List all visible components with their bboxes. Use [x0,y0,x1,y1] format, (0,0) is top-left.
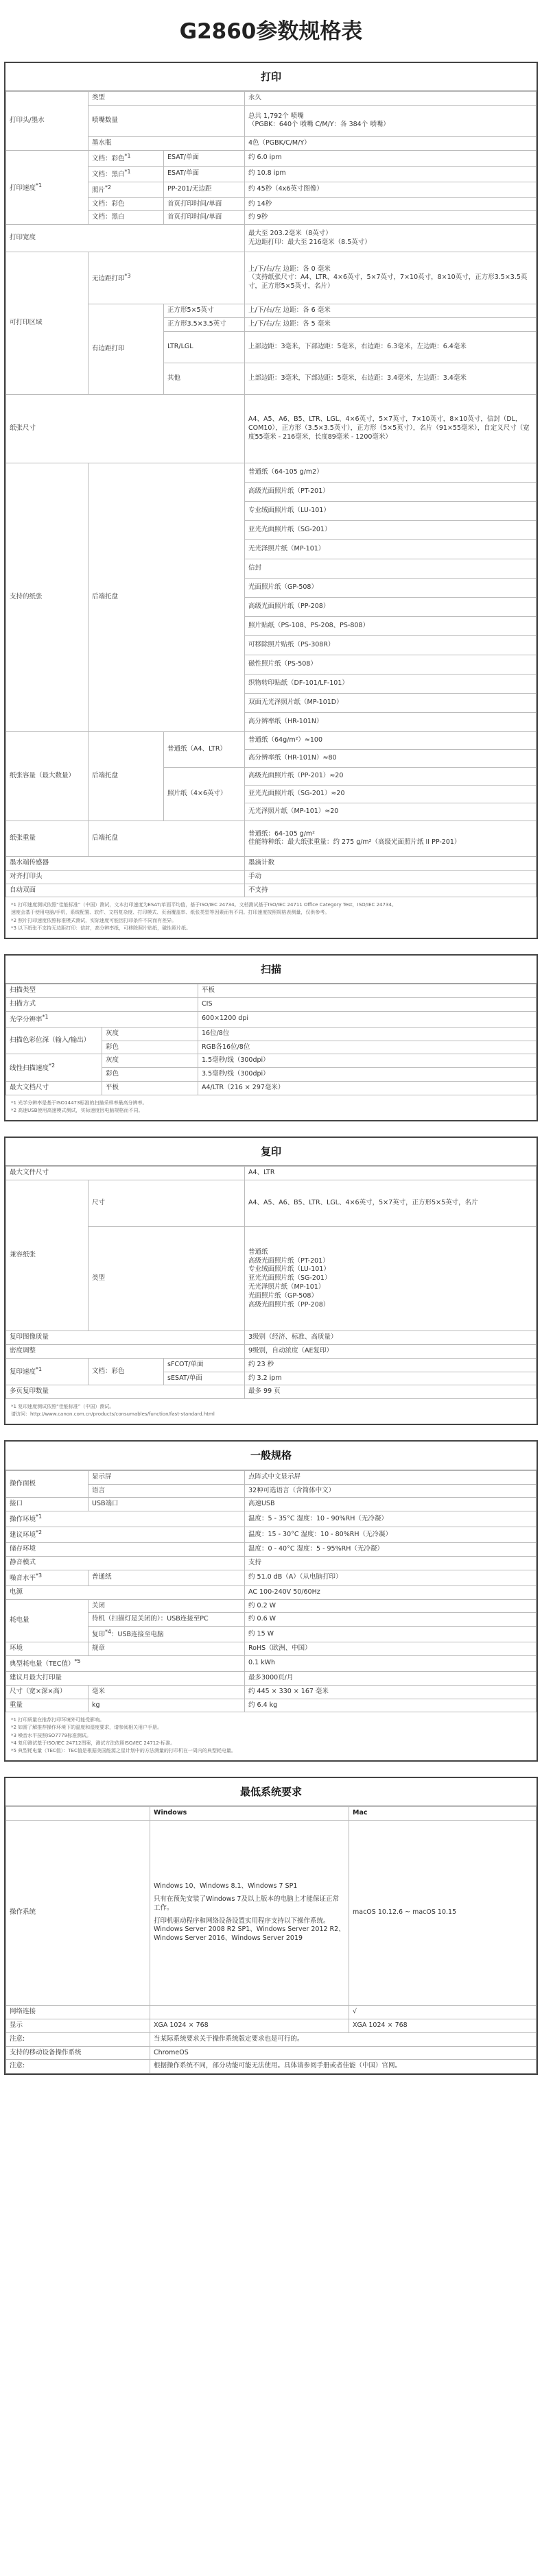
depth-label: 扫描色彩位深（输入/输出） [6,1027,102,1054]
copy-multi-value: 最多 99 页 [245,1385,537,1399]
power-label: 电源 [6,1585,245,1599]
consume-row-b: 复印$^{*4}$：USB连接至电脑 [89,1627,245,1642]
line-row-b: 灰度 [102,1054,198,1068]
weight-tray: 后端托盘 [89,821,245,856]
consume-label: 耗电量 [6,1599,89,1642]
panel-label: 操作面板 [6,1470,89,1498]
capacity-item: 高分辨率纸（HR-101N）≈80 [245,749,537,767]
note-line: *3 以下纸张不支持无边距打印：信封，高分辨率纸，可移除照片贴纸，磁性照片纸。 [11,925,191,931]
speed-row-a: 文档：彩色 [89,197,164,211]
copy-type-label: 类型 [89,1227,245,1331]
media-tray-label: 后端托盘 [89,463,245,731]
scan-row-label: 光学分辨率$^{*1}$ [6,1011,198,1027]
paper-size-label: 纸张尺寸 [6,394,245,463]
max-doc-b: 平板 [102,1081,198,1095]
line-row-value: 3.5毫秒/线（300dpi） [198,1068,537,1082]
depth-row-b: 灰度 [102,1027,198,1041]
media-item: 亚光光面照片纸（SG-201） [245,520,537,539]
speed-row-value: 约 10.8 ipm [245,166,537,182]
copy-speed-doc: 文档：彩色 [89,1358,164,1385]
consume-row-b: 待机（扫描灯是关闭的）：USB连接至PC [89,1613,245,1627]
ink-sensor-label: 墨水端传感器 [6,856,245,870]
speed-row-b: 首页打印时间/单面 [164,197,245,211]
copy-type-item: 光面照片纸（GP-508） [248,1291,318,1300]
photo-label: 照片纸（4×6英寸） [164,767,245,821]
plain-label: 普通纸（A4、LTR） [164,731,245,767]
capacity-item: 高级光面照片纸（PP-201）≈20 [245,767,537,785]
ink-value: 4色（PGBK/C/M/Y） [245,136,537,150]
depth-row-b: 彩色 [102,1041,198,1054]
capacity-item: 无光泽照片纸（MP-101）≈20 [245,803,537,821]
media-item: 光面照片纸（GP-508） [245,578,537,597]
noise-value: 约 51.0 dB（A）（从电脑打印） [245,1570,537,1585]
bordered-row-value: 上部边距：3毫米，下部边距：5毫米，右边距：3.4毫米，左边距：3.4毫米 [245,363,537,394]
power-value: AC 100-240V 50/60Hz [245,1585,537,1599]
iface-label: 接口 [6,1498,89,1511]
display-label: 显示 [6,2019,150,2032]
env-row-value: 支持 [245,1556,537,1570]
speed-row-b: PP-201/无边距 [164,182,245,197]
scan-row-label: 扫描类型 [6,984,198,998]
env-row-label: 操作环境$^{*1}$ [6,1511,245,1527]
consume-row-b: 关闭 [89,1599,245,1613]
print-section [4,62,538,939]
scan-row-value: 平板 [198,984,537,998]
os-blank [6,1807,150,1821]
env-row-label: 静音模式 [6,1556,245,1570]
iface-b: USB端口 [89,1498,245,1511]
scan-notes [5,1095,537,1120]
note-line: *5 典型耗电量（TEC值）：TEC值是根据美国能源之星计划中的方法测量的打印机在一周内的典型耗电量。 [11,1747,236,1753]
paper-size-value: A4、A5、A6、B5、LTR、LGL、4×6英寸，5×7英寸，7×10英寸，8×10英寸，信封（DL，COM10），正方形（3.5×3.5英寸），正方形（5×5英寸），名片（91×55毫米），自定义尺寸（宽度55毫米 - 216毫米，长度89毫米 - 1200毫米） [245,394,537,463]
general-notes [5,1712,537,1760]
general-table [5,1470,537,1713]
line-row-b: 彩色 [102,1068,198,1082]
media-item: 可移除照片贴纸（PS-308R） [245,635,537,655]
note-value: 当某际系统要求关于操作系统版定要求也是可行的。 [150,2032,537,2046]
bordered-label: 有边距打印 [89,304,164,395]
line-row-value: 1.5毫秒/线（300dpi） [198,1054,537,1068]
nozzles-label: 喷嘴数量 [89,105,245,136]
media-item: 高分辨率纸（HR-101N） [245,712,537,731]
note-label: 注意: [6,2032,150,2046]
copy-type-item: 高级光面照片纸（PT-201） [248,1256,329,1265]
copy-type-item: 普通纸 [248,1248,268,1256]
copy-max-value: A4、LTR [245,1167,537,1180]
note2-label: 注意: [6,2060,150,2074]
copy-speed-value: 约 3.2 ipm [245,1372,537,1385]
copy-type-item: 专业绒面照片纸（LU-101） [248,1265,330,1274]
bordered-row-value: 上部边距：3毫米，下部边距：5毫米，右边距：6.3毫米，左边距：6.4毫米 [245,331,537,363]
copy-multi-label: 多页复印数量 [6,1385,245,1399]
duplex-value: 不支持 [245,884,537,897]
note-line: *1 打印质量在推荐打印环境外可能受影响。 [11,1717,105,1723]
borderless-value: 上/下/右/左 边距：各 0 毫米 （支持纸张尺寸：A4、LTR、4×6英寸，5×7英寸，7×10英寸，8×10英寸，正方形3.5×3.5英寸，正方形5×5英寸，名片） [245,252,537,304]
copy-max-label: 最大文件尺寸 [6,1167,245,1180]
scan-row-value: CIS [198,997,537,1011]
bordered-row-value: 上/下/右/左 边距：各 5 毫米 [245,318,537,332]
bordered-row-value: 上/下/右/左 边距：各 6 毫米 [245,304,537,318]
windows-line: Windows 10、Windows 8.1、Windows 7 SP1 [154,1882,298,1891]
tec-label: 典型耗电量（TEC值）$^{*5}$ [6,1655,245,1671]
align-label: 对齐打印头 [6,870,245,884]
mobile-label: 支持的移动设备操作系统 [6,2046,150,2060]
panel-row-b: 显示屏 [89,1470,245,1484]
panel-row-value: 点阵式中文显示屏 [245,1470,537,1484]
max-doc-label: 最大文档尺寸 [6,1081,102,1095]
windows-head: Windows [150,1807,349,1821]
os-heading: 最低系统要求 [5,1778,537,1806]
copy-density-value: 9级别，自动浓度（AE复印） [245,1344,537,1358]
copy-type-item: 亚光光面照片纸（SG-201） [248,1274,331,1283]
os-section [4,1777,538,2075]
copy-type-list [245,1227,537,1331]
print-heading: 打印 [5,63,537,91]
copy-speed-b: sESAT/单面 [164,1372,245,1385]
note-line: *4 复印测试基于ISO/IEC 24712图案，测试方法依照ISO/IEC 24712-标准。 [11,1740,176,1746]
speed-row-value: 约 14秒 [245,197,537,211]
browser-label: 网络连接 [6,2006,150,2019]
copy-type-item: 无光泽照片纸（MP-101） [248,1283,325,1291]
type-value: 永久 [245,92,537,106]
media-item: 照片贴纸（PS-108、PS-208、PS-808） [245,616,537,635]
os-label: 操作系统 [6,1821,150,2006]
speed-row-b: 首页打印时间/单面 [164,211,245,225]
copy-size-value: A4、A5、A6、B5、LTR、LGL、4×6英寸，5×7英寸，正方形5×5英寸，名片 [245,1180,537,1227]
windows-line: 打印机驱动程序和网络设备设置实用程序支持以下操作系统。Windows Server 2008 R2 SP1、Windows Server 2012 R2、Windows Server 2016、Windows Server 2019 [154,1917,345,1943]
panel-row-b: 语言 [89,1484,245,1498]
note-line: *2 高速USB使用高速模式测试，实际速度因电脑规格而不同。 [11,1107,143,1113]
copy-quality-value: 3级别（经济、标准、高质量） [245,1331,537,1345]
media-item: 专业绒面照片纸（LU-101） [245,501,537,520]
note-line: *1 复印速度测试依照“佳能标准”（中国）测试。 [11,1404,115,1410]
consume-row-value: 约 0.2 W [245,1599,537,1613]
scan-heading: 扫描 [5,956,537,984]
weight-b: kg [89,1699,245,1712]
weight-label: 重量 [6,1699,89,1712]
ink-label: 墨水瓶 [89,136,245,150]
speed-row-a: 文档：黑白 [89,211,164,225]
env-row-value: 温度：15 - 30°C 湿度：10 - 80%RH（无冷凝） [245,1527,537,1543]
media-item: 高级光面照片纸（PP-208） [245,597,537,616]
note-line: 速度会基于使用电脑/手机，系统配置、软件、文档复杂度、打印模式、页面覆盖率、纸张类型等因素而有不同。打印速度按照规格表测量，仅供参考。 [11,910,330,916]
note2-value: 根据操作系统不同，部分功能可能无法使用。具体请参阅手册或者佳能（中国）官网。 [150,2060,537,2074]
media-item: 双面无光泽照片纸（MP-101D） [245,693,537,712]
copy-speed-value: 约 23 秒 [245,1358,537,1372]
consume-row-value: 约 0.6 W [245,1613,537,1627]
align-value: 手动 [245,870,537,884]
note-line: *1 光学分辨率是基于ISO14473标准的扫描采样率最高分辨率。 [11,1099,148,1106]
note-line: *1 打印速度测试依照“佳能标准”（中国）测试，文本打印速度为ESAT/单面平均值，基于ISO/IEC 24734。文档测试基于ISO/IEC 24711 Office Category Test，ISO/IEC 24734。 [11,902,397,908]
media-item: 信封 [245,559,537,578]
mac-value: macOS 10.12.6 ~ macOS 10.15 [349,1821,537,2006]
general-heading: 一般规格 [5,1442,537,1470]
bordered-row-b: 正方形5×5英寸 [164,304,245,318]
media-item: 无光泽照片纸（MP-101） [245,539,537,559]
printhead-label: 打印头/墨水 [6,92,89,151]
speed-row-b: ESAT/单面 [164,166,245,182]
dim-b: 毫米 [89,1685,245,1699]
media-item: 高级光面照片纸（PT-201） [245,482,537,501]
env-row-label: 储存环境 [6,1543,245,1557]
env-row-value: 温度：0 - 40°C 湿度：5 - 95%RH（无冷凝） [245,1543,537,1557]
weight-label: 纸张重量 [6,821,89,856]
weight-value: 约 6.4 kg [245,1699,537,1712]
panel-row-value: 32种可选语言（含简体中文） [245,1484,537,1498]
capacity-item: 普通纸（64g/m²）≈100 [245,731,537,749]
browser-mac: √ [349,2006,537,2019]
speed-label: 打印速度$^{*1}$ [6,150,89,225]
capacity-tray: 后端托盘 [89,731,164,821]
capacity-item: 亚光光面照片纸（SG-201）≈20 [245,785,537,803]
scan-row-label: 扫描方式 [6,997,198,1011]
copy-notes [5,1399,537,1424]
speed-row-a: 文档：黑白$^{*1}$ [89,166,164,182]
duplex-label: 自动双面 [6,884,245,897]
copy-media-label: 兼容纸张 [6,1180,89,1331]
dim-label: 尺寸（宽×深×高） [6,1685,89,1699]
speed-row-a: 照片$^{*2}$ [89,182,164,197]
speed-row-value: 约 45秒（4x6英寸图像） [245,182,537,197]
bordered-row-b: 其他 [164,363,245,394]
width-label: 打印宽度 [6,225,245,252]
width-value: 最大至 203.2毫米（8英寸） 无边距打印：最大至 216毫米（8.5英寸） [245,225,537,252]
bordered-row-b: LTR/LGL [164,331,245,363]
max-doc-value: A4/LTR（216 × 297毫米） [198,1081,537,1095]
bordered-row-b: 正方形3.5×3.5英寸 [164,318,245,332]
speed-row-value: 约 9秒 [245,211,537,225]
media-item: 磁性照片纸（PS-508） [245,655,537,674]
tec-value: 0.1 kWh [245,1655,537,1671]
consume-row-value: 约 15 W [245,1627,537,1642]
env2-label: 环境 [6,1642,89,1656]
copy-size-label: 尺寸 [89,1180,245,1227]
note-line: *2 照片打印速度依照标准模式测试，实际速度可能因打印条件不同而有差异。 [11,917,177,923]
borderless-label: 无边距打印$^{*3}$ [89,252,245,304]
display-win: XGA 1024 × 768 [150,2019,349,2032]
note-line: *2 如需了解推荐操作环境下的温度和湿度要求，请参阅相关用户手册。 [11,1725,163,1731]
noise-label: 噪音水平$^{*3}$ [6,1570,89,1585]
speed-row-b: ESAT/单面 [164,150,245,166]
windows-value [150,1821,349,2006]
copy-density-label: 密度调整 [6,1344,245,1358]
iface-value: 高速USB [245,1498,537,1511]
copy-table [5,1166,537,1399]
os-table [5,1806,537,2074]
speed-row-value: 约 6.0 ipm [245,150,537,166]
copy-heading: 复印 [5,1138,537,1166]
depth-row-value: RGB各16位/8位 [198,1041,537,1054]
noise-b: 普通纸 [89,1570,245,1585]
note-line: *3 噪音水平按照ISO7779标准测试。 [11,1732,92,1738]
line-label: 线性扫描速度$^{*2}$ [6,1054,102,1082]
media-item: 普通纸（64-105 g/m2） [245,463,537,482]
browser-win [150,2006,349,2019]
print-table [5,91,537,897]
mobile-value: ChromeOS [150,2046,537,2060]
env-row-label: 建议环境$^{*2}$ [6,1527,245,1543]
copy-quality-label: 复印图像质量 [6,1331,245,1345]
type-label: 类型 [89,92,245,106]
dim-value: 约 445 × 330 × 167 毫米 [245,1685,537,1699]
copy-section [4,1137,538,1425]
media-label: 支持的纸张 [6,463,89,731]
weight-value: 普通纸：64-105 g/m² 佳能特种纸：最大纸张重量：约 275 g/m²（高级光面照片纸 II PP-201） [245,821,537,856]
env-row-value: 温度：5 - 35°C 湿度：10 - 90%RH（无冷凝） [245,1511,537,1527]
nozzles-value: 总共 1,792个 喷嘴 （PGBK：640个 喷嘴 C/M/Y：各 384个 喷嘴） [245,105,537,136]
area-label: 可打印区域 [6,252,89,395]
ink-sensor-value: 墨滴计数 [245,856,537,870]
depth-row-value: 16位/8位 [198,1027,537,1041]
copy-speed-label: 复印速度$^{*1}$ [6,1358,89,1385]
general-section [4,1440,538,1762]
duty-value: 最多3000页/月 [245,1671,537,1685]
scan-row-value: 600×1200 dpi [198,1011,537,1027]
duty-label: 建议月最大打印量 [6,1671,245,1685]
mac-head: Mac [349,1807,537,1821]
print-notes [5,897,537,938]
scan-table [5,984,537,1095]
capacity-label: 纸张容量（最大数量） [6,731,89,821]
media-item: 织物转印贴纸（DF-101/LF-101） [245,674,537,693]
env2-value: RoHS（欧洲、中国） [245,1642,537,1656]
copy-type-item: 高级光面照片纸（PP-208） [248,1300,330,1309]
scan-section [4,954,538,1121]
env2-b: 规章 [89,1642,245,1656]
copy-speed-b: sFCOT/单面 [164,1358,245,1372]
display-mac: XGA 1024 × 768 [349,2019,537,2032]
page-title: G2860参数规格表 [179,19,363,44]
windows-line: 只有在预先安装了Windows 7及以上版本的电脑上才能保证正常工作。 [154,1895,339,1912]
note-line: 请访问：http://www.canon.com.cn/products/consumables/function/fast-standard.html [11,1411,215,1418]
speed-row-a: 文档：彩色$^{*1}$ [89,150,164,166]
